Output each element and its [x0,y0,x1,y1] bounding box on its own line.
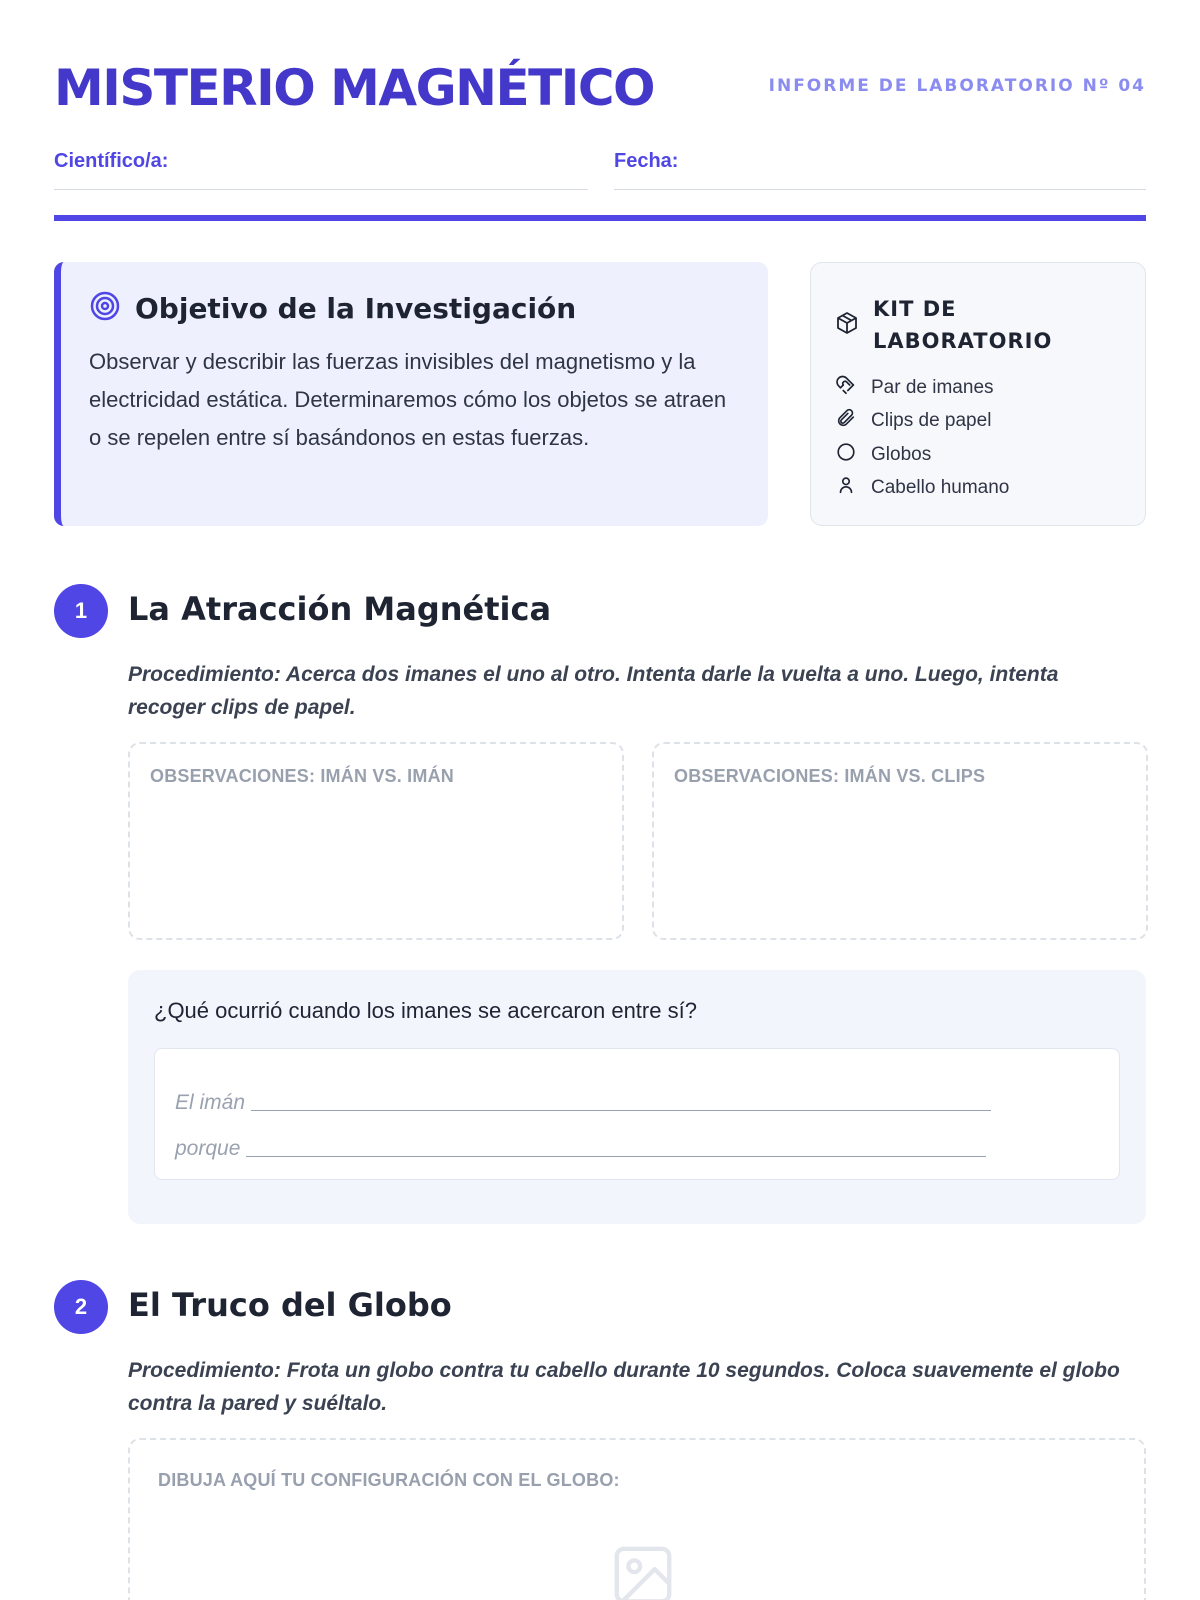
observation-box-magnet-vs-clips[interactable] [652,742,1148,940]
observation-box-magnet-vs-magnet[interactable] [128,742,624,940]
date-label: Fecha: [614,150,679,172]
answer-box[interactable] [154,1048,1120,1180]
circle-icon [835,441,857,469]
procedure-text-1: Procedimiento: Acerca dos imanes el uno al otro. Intenta darle la vuelta a uno. Luego, intenta recoger clips de papel. [128,663,1059,719]
observation-label: OBSERVACIONES: IMÁN VS. IMÁN [150,766,454,786]
drawing-label: DIBUJA AQUÍ TU CONFIGURACIÓN CON EL GLOBO: [158,1470,620,1490]
box-icon [835,311,859,340]
section-number-2: 2 [54,1280,108,1334]
section-title-2: El Truco del Globo [128,1286,452,1324]
question-box [128,970,1146,1224]
procedure-text-2: Procedimiento: Frota un globo contra tu cabello durante 10 segundos. Coloca suavemente el globo contra la pared y suéltalo. [128,1359,1120,1415]
list-item: Par de imanes [835,371,1121,405]
list-item: Globos [835,438,1121,472]
section-number-1: 1 [54,584,108,638]
image-icon [608,1540,678,1600]
scientist-label: Científico/a: [54,150,169,172]
kit-list [835,371,1121,505]
question-text: ¿Qué ocurrió cuando los imanes se acercaron entre sí? [154,998,697,1023]
list-item: Cabello humano [835,472,1121,506]
objective-title: Objetivo de la Investigación [135,292,577,325]
user-icon [835,474,857,502]
scientist-field[interactable] [54,150,588,190]
section-title-1: La Atracción Magnética [128,590,552,628]
kit-title: KIT DE LABORATORIO [873,297,1053,353]
objective-text: Observar y describir las fuerzas invisibles del magnetismo y la electricidad estática. Determinaremos cómo los objetos se atraen o se repelen entre sí basándonos en estas fuerzas. [89,349,727,450]
header-divider [54,215,1146,221]
observation-label: OBSERVACIONES: IMÁN VS. CLIPS [674,766,986,786]
magnet-icon [835,374,857,402]
answer-line[interactable]: porque [175,1115,1099,1161]
objective-box [54,262,768,526]
list-item: Clips de papel [835,405,1121,439]
paperclip-icon [835,407,857,435]
date-field[interactable] [614,150,1146,190]
report-number: INFORME DE LABORATORIO Nº 04 [768,76,1146,96]
page-title: MISTERIO MAGNÉTICO [54,59,655,117]
answer-line[interactable]: El imán [175,1069,1099,1115]
lab-kit-box [810,262,1146,526]
drawing-area[interactable] [128,1438,1146,1600]
target-icon [89,290,121,327]
